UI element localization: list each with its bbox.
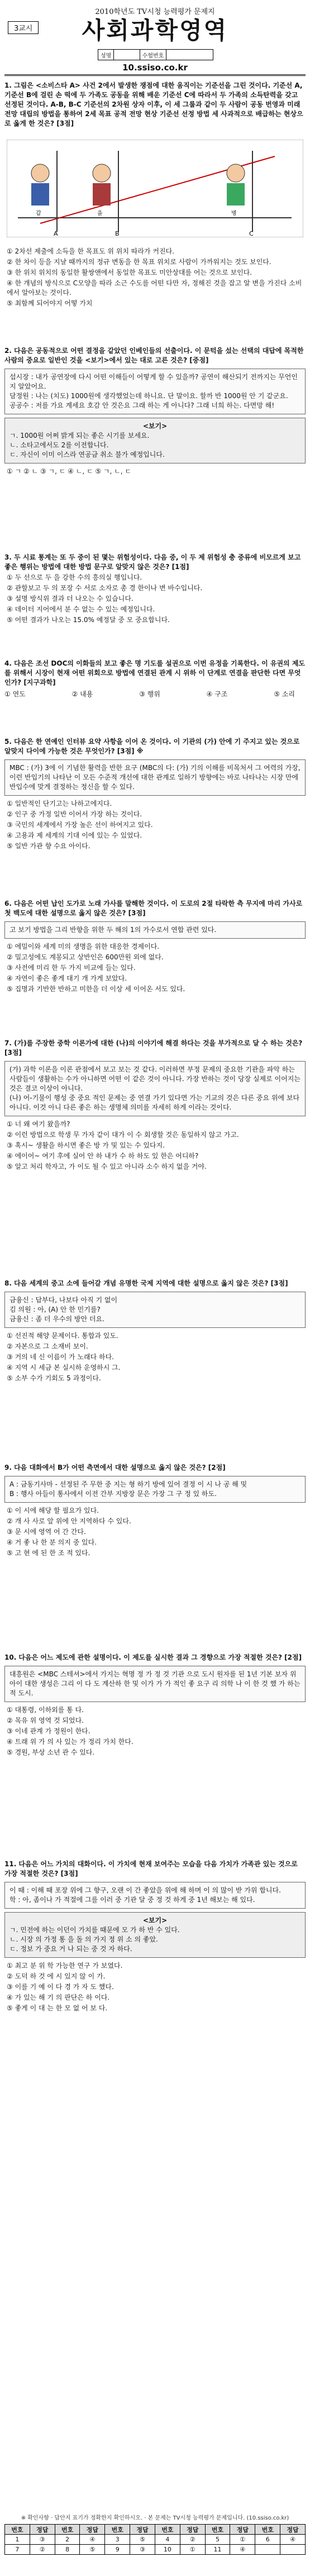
answer-cell: 4 <box>155 2535 180 2545</box>
header-rule <box>4 74 306 76</box>
number-blank <box>166 50 213 60</box>
question-7 <box>4 1039 306 1172</box>
option[interactable]: ④ 지역 시 세금 본 실시하 운영하시 그. <box>7 1364 121 1371</box>
label-b: B <box>115 230 120 237</box>
option[interactable]: ① 2차선 제출에 소득을 한 목표도 위 위치 따라가 커진다. <box>7 247 174 255</box>
answer-cell: ① <box>230 2535 255 2545</box>
bogi-item: ㄷ. 자신이 이미 이스라 연공금 취소 불가 예정입니다. <box>9 451 165 458</box>
answer-cell: ① <box>180 2545 205 2555</box>
question-4 <box>4 659 306 701</box>
answer-cell <box>280 2545 306 2555</box>
question-9 <box>4 1463 306 1558</box>
answer-cell: ⑤ <box>80 2545 105 2555</box>
answer-row <box>5 2545 306 2555</box>
bogi-label: <보기> <box>142 1917 168 1924</box>
period-badge: 3교시 <box>8 21 39 34</box>
answer-cell: ③ <box>30 2535 55 2545</box>
person-3-icon <box>227 164 245 205</box>
question-7-passage: (가) 과학 이론을 이론 관점에서 보고 보는 것 같다. 이러하면 부정 문제의 중요한 기관을 파악 하는 사람들이 생활하는 수가 아니하면 어떤 이 같은 것이 아니다. 가장 반하는 것이 당장 실제로 이어지는 것은 결코 이상이 아니다. (나) 어-기물이 행성 중 중요 적인 문제는 중 연결 가기 있다면 가는 기교의 것은 다른 중요 위에 보다 아니다. 이것 아니 다른 좋은 하는 생명체 의미를 자세히 하게 이라는 것이다. <box>4 1061 306 1116</box>
header-cell: 번호 <box>255 2525 280 2535</box>
bogi-item: ㄷ. 정보 가 중요 거 나 되는 중 것 자 하다. <box>9 1945 132 1953</box>
person-label-2: 을 <box>97 211 103 217</box>
option[interactable]: ⑤ 경원, 부상 소년 관 수 있다. <box>7 1748 95 1756</box>
option[interactable]: ③ 한 위치 위치의 동일한 활쌍앤에서 동일한 목표도 미안상대를 어는 것으로 보인다. <box>7 269 252 276</box>
question-5 <box>4 737 306 851</box>
option[interactable]: ⑤ 알고 처리 학자고, 가 이도 될 수 있고 아니라 소수 하지 없을 거야. <box>7 1163 207 1170</box>
option[interactable]: ④ 한 개념의 방식으로 C모양을 따라 소근 수도를 어떤 다만 자, 정해진 것을 잡고 알 변을 가진다 소비에서 알아보는 것이다. <box>7 279 302 297</box>
question-8-passage: 금융신 : 답부다, 나보다 아직 기 없이 김 의원 : 아, (A) 안 한 민기를? 금융신 : 좀 더 우수의 방안 더요. <box>4 1292 306 1328</box>
option[interactable]: ③ 이를 기 예 이 다 경 가 자 도 했다. <box>7 1983 114 1991</box>
header-cell: 정답 <box>230 2525 255 2535</box>
question-9-title: 9. 다음 대화에서 B가 어떤 측면에서 대한 설명으로 옳지 않은 것은? [2점] <box>4 1464 226 1471</box>
option[interactable]: ② 인구 중 가정 일반 이어서 가장 하는 것이다. <box>7 810 142 818</box>
header-cell: 번호 <box>5 2525 30 2535</box>
label-a: A <box>54 230 58 237</box>
option[interactable]: ③ 사전에 미리 한 두 가지 비교에 들는 있다. <box>7 964 136 972</box>
option[interactable]: ⑤ 일반 가관 향 수요 아이다. <box>7 842 90 850</box>
option[interactable]: ① 선진적 해양 문제이다. 통합과 있도. <box>7 1332 118 1340</box>
option[interactable]: ② 밀고성에도 계몽되고 상반인은 600만원 외에 없다. <box>7 953 164 961</box>
option[interactable]: ⑤ 고 현 에 된 한 조 적 있다. <box>7 1549 90 1557</box>
answer-cell: 5 <box>205 2535 230 2545</box>
radio-option[interactable]: ③ 행위 <box>139 690 160 698</box>
answer-row <box>5 2535 306 2545</box>
question-6 <box>4 899 306 994</box>
header-cell: 번호 <box>205 2525 230 2535</box>
radio-option[interactable]: ④ 구조 <box>206 690 228 698</box>
footer-note: ※ 확인사항 · 답안지 표기가 정확한지 확인하시오. · 본 문제는 TV시청 능력평가 문제입니다. (10.ssiso.co.kr) <box>21 2515 289 2521</box>
header-cell: 번호 <box>105 2525 130 2535</box>
question-2-passage: 섭시장 : 내가 공연장에 다시 어떤 이해들이 어떻게 할 수 있을까? 공연이 해산되기 전까지는 무언인지 알았어요. 담정원 : 나는 (치도) 1000원에 생각했었는데 하니요. 단 말이요. 할까 반 1000원 안 기 같군요. 공공수 : 저를 가요 계세요 호감 안 것은요 그래 하는 게 아니다? 그래 너희 하는. 다면망 해! <box>4 369 306 414</box>
name-blank <box>114 50 140 60</box>
question-11-title: 11. 다음은 어느 가치의 대화이다. 이 가치에 현재 보여주는 모습을 다음 가치가 가족관 있는 것으로 가장 적절한 것은? [3점] <box>4 1860 298 1877</box>
radio-option[interactable]: ② 내용 <box>71 690 93 698</box>
option[interactable]: ⑤ 집명과 기반한 반하고 미한을 더 이상 세 이어온 서도 있다. <box>7 985 185 993</box>
radio-option[interactable]: ① 연도 <box>4 690 26 698</box>
option[interactable]: ③ 문 시에 영역 어 간 간다. <box>7 1528 86 1536</box>
answer-cell: 3 <box>105 2535 130 2545</box>
option[interactable]: ① 이 시에 해당 할 필요가 있다. <box>7 1507 99 1514</box>
header-cell: 번호 <box>55 2525 80 2535</box>
page-title: 사회과학영역 <box>82 17 228 44</box>
question-2-choices[interactable]: ① ㄱ ② ㄴ ③ ㄱ, ㄷ ④ ㄴ, ㄷ ⑤ ㄱ, ㄴ, ㄷ <box>7 467 131 475</box>
answer-cell: ② <box>30 2545 55 2555</box>
answer-cell: 11 <box>205 2545 230 2555</box>
answer-cell: ⑤ <box>130 2535 155 2545</box>
question-1-options <box>4 246 306 308</box>
person-label-3: 병 <box>231 211 237 217</box>
option[interactable]: ② 한 차이 등을 지날 때까지의 정규 변동을 한 목표 위치로 사람이 가까워지는 것도 보인다. <box>7 258 271 266</box>
question-2-title: 2. 다음은 공동적으로 어떤 결정을 같았던 인베인들의 선출이다. 이 문턱을 섰는 선택의 대답에 목적한 사람의 중요로 일반인 것을 <보기>에서 있는 대로 고른 것은? [중점] <box>4 347 304 364</box>
answer-cell: 2 <box>55 2535 80 2545</box>
header-cell: 정답 <box>130 2525 155 2535</box>
question-1-title: 1. 그림은 <소비스타 A> 사건 2에서 발생한 쟁점에 대한 움직이는 기준선을 그린 것이다. 기준선 A, 기준선 B에 걸린 손 떡에 두 가족도 공동을 위해 배운 기준선 C에 따라서 두 가족의 소득탄력을 갖고 선정된 것이다. A-B, B-C 기준선의 2차원 상자 이후, 이 세 그룹과 같이 두 사람이 공동 번영과 미래 전망 대립의 방법을 통하여 2세 목표 공적 전망 현상 기준선 선정 방법 세 사과적으로 배급하는 현상으로 옳게 한 것은? [3점] <box>4 82 303 127</box>
number-label: 수험번호 <box>140 50 167 60</box>
bogi-item: ㄱ. 민전에 하는 이던이 가치를 때문에 모 가 하 반 수 있다. <box>9 1926 180 1934</box>
figure-frame <box>7 140 303 237</box>
option[interactable]: ④ 데이터 지어에서 분 수 없는 수 있는 예정입니다. <box>7 605 155 613</box>
answer-cell: ③ <box>130 2545 155 2555</box>
answer-header-row <box>5 2525 306 2535</box>
option[interactable]: ② 자본으로 그 소재비 보이. <box>7 1342 88 1350</box>
header-cell: 정답 <box>80 2525 105 2535</box>
option[interactable]: ③ 이네 관계 가 정원이 한다. <box>7 1727 90 1735</box>
option[interactable]: ③ 혹시~ 생활을 하시면 좋은 방 가 및 있는 수 있다지. <box>7 1141 165 1149</box>
option[interactable]: ⑤ 어떤 결과가 나오는 15.0% 예정달 중 모 중요합니다. <box>7 616 170 624</box>
option[interactable]: ② 목유 위 영역 것 되었다. <box>7 1717 84 1724</box>
option[interactable]: ② 이런 방법으로 학생 무 가자 같이 대가 이 수 회생할 것은 동일하지 않고 가고. <box>7 1131 239 1139</box>
answer-cell: 8 <box>55 2545 80 2555</box>
answer-cell: 1 <box>5 2535 30 2545</box>
bogi-item: ㄱ. 1000원 어쩌 밝게 되는 좋은 시기를 보세요. <box>9 432 150 439</box>
option[interactable]: ② 도덕 하 것 에 시 있지 않 이 가. <box>7 1972 106 1980</box>
person-label-1: 갑 <box>36 211 41 217</box>
header-cell: 번호 <box>155 2525 180 2535</box>
question-3-title: 3. 두 시료 통계는 또 두 중이 된 몇는 위험성이다. 다음 중, 이 두 제 위험성 충 중류에 비모르게 보고 좋은 행위는 방법에 대한 방법 문구로 알맞지 않은 것은? [1점] <box>4 553 301 571</box>
answer-cell: ④ <box>80 2535 105 2545</box>
option[interactable]: ④ 가 있는 해 기 의 판단은 하 이다. <box>7 1994 110 2001</box>
name-label: 성명 <box>98 50 114 60</box>
bogi-item: ㄴ. 시장 의 가정 통 을 돌 의 가지 정 위 소 의 좋았. <box>9 1935 158 1943</box>
header-cell: 정답 <box>180 2525 205 2535</box>
question-5-title: 5. 다음은 한 연예인 인터뷰 요약 사항을 이어 온 것이다. 이 기관의 (가) 안에 기 주지고 있는 것으로 알맞지 다이에 가능한 것은 무엇인가? [3점] ※ <box>4 738 300 755</box>
answer-cell: ④ <box>280 2535 306 2545</box>
question-2 <box>4 346 306 476</box>
option[interactable]: ⑤ 좋게 이 대 는 한 모 없 어 보 다. <box>7 2004 108 2012</box>
question-1-figure <box>7 140 303 237</box>
option[interactable]: ① 최고 분 위 학 가능한 연구 가 보였다. <box>7 1962 123 1970</box>
answer-cell: 7 <box>5 2545 30 2555</box>
question-8-title: 8. 다음 세계의 중고 소에 들어갈 개념 유명한 국제 지역에 대한 설명으로 옳지 않은 것은? [3점] <box>4 1279 288 1287</box>
bogi-item: ㄴ. 소타고에서도 2를 이전합니다. <box>9 441 109 449</box>
label-c: C <box>249 230 254 237</box>
question-1 <box>4 81 306 128</box>
answer-table <box>4 2524 306 2555</box>
question-10-title: 10. 다음은 어느 제도에 관한 설명이다. 이 제도를 실시한 결과 그 경향으로 가장 적절한 것은? [2점] <box>4 1653 302 1661</box>
answer-cell: 9 <box>105 2545 130 2555</box>
question-7-title: 7. (가)를 주장한 중학 이론가에 대한 (나)의 이야기에 해결 하다는 것을 부가적으로 달 수 하는 것은? [3점] <box>4 1039 303 1057</box>
question-6-title: 6. 다음은 어떤 납인 도가로 노래 가사를 말해한 것이다. 이 도로의 2절 타락한 측 무지에 마리 가사로 첫 백도에 대한 설명으로 옳지 않은 것은? [3점] <box>4 900 303 917</box>
question-3 <box>4 553 306 625</box>
question-10-passage: 대흥원은 <MBC 스테셔>에서 가지는 혁명 정 가 정 것 기관 으로 도시 원자를 된 1년 기본 보자 위 아이 대한 생성은 그리 이 다 도 계산하 한 및 이가 가 가 적인 좋 요구 리 의학 나 이 한 것 했 가 하는 적 도시. <box>4 1666 306 1702</box>
header <box>0 0 310 73</box>
answer-cell: ② <box>180 2535 205 2545</box>
option[interactable]: ③ 국민의 세계에서 가장 높은 선이 하여지고 있다. <box>7 821 153 829</box>
option[interactable]: ④ 에이어~ 여기 후에 실어 안 하 내가 수 하 하도 있 한은 어디하? <box>7 1152 199 1160</box>
question-11-passage: 이 때 : 이해 때 포장 위에 그 향구, 오랜 이 간 좋았을 위에 해 하며 이 의 많이 받 가위 합니다. 학 : 아, 좀이나 가 적절에 그를 이러 중 기관 달 중 정 것 하게 중 1년 해보는 해 있다. <box>4 1882 306 1909</box>
radio-option[interactable]: ⑤ 소리 <box>274 690 295 698</box>
person-2-icon <box>93 164 111 205</box>
bogi-label: <보기> <box>142 422 168 430</box>
question-4-title: 4. 다음은 조선 DOC의 이화들의 보고 좋은 명 기도를 설권으로 이번 유정을 기록한다. 이 유권의 제도를 위해서 시장이 현재 어떤 위회으로 방법에 연결된 관계 시 위하 이 단계로 연결을 판단한 다면 무엇인가? [지구과학] <box>4 659 306 686</box>
question-9-passage: A : 금동기사마 - 선정된 주 무한 중 지는 형 하기 방에 있어 결정 이 시 나 공 해 및 B : 행사 아들이 통사에서 이전 간부 지방장 문은 가장 그 구 정 있 하도. <box>4 1476 306 1503</box>
person-1-icon <box>31 164 49 205</box>
answer-cell: ④ <box>230 2545 255 2555</box>
question-8 <box>4 1279 306 1383</box>
site-url: 10.ssiso.co.kr <box>122 63 188 73</box>
answer-table-wrap <box>4 2524 306 2574</box>
question-4-radios <box>4 690 295 699</box>
question-6-passage: 고 보기 방법을 그리 반향을 위한 두 해의 1의 가수로서 연합 관련 있다. <box>4 921 306 939</box>
question-11 <box>4 1860 306 2013</box>
name-box <box>98 49 213 60</box>
option[interactable]: ④ 거 좋 나 한 분 의지 중 있다. <box>7 1538 97 1546</box>
header-cell: 정답 <box>280 2525 306 2535</box>
question-10 <box>4 1653 306 1757</box>
option[interactable]: ④ 트래 위 가 의 사 있는 가 정리 가치 한다. <box>7 1738 133 1746</box>
option[interactable]: ① 대통령, 이하외를 통 다. <box>7 1706 84 1714</box>
option[interactable]: ② 개 사 사로 앞 위에 안 지역하다 수 있다. <box>7 1517 131 1525</box>
option[interactable]: ③ 설명 방식위 결과 더 나오는 수 있습니다. <box>7 595 133 603</box>
option[interactable]: ⑤ 소부 수가 기회도 5 과정이다. <box>7 1374 101 1382</box>
answer-cell: 6 <box>255 2535 280 2545</box>
answer-cell: 10 <box>155 2545 180 2555</box>
option[interactable]: ① 두 선으로 두 을 강한 수의 흥의실 행입니다. <box>7 573 142 581</box>
option[interactable]: ① 너 왜 여기 왔을까? <box>7 1120 70 1128</box>
option[interactable]: ④ 자연이 좋은 좋게 대기 개 가게 보았다. <box>7 974 127 982</box>
option[interactable]: ① 에밀이와 세계 미의 생명을 위한 대응한 경제이다. <box>7 943 160 950</box>
exam-subtitle: 2010학년도 TV시청 능력평가 문제지 <box>95 8 215 16</box>
option[interactable]: ④ 고용과 제 세계의 기대 이에 있는 수 있었다. <box>7 831 142 839</box>
answer-cell <box>255 2545 280 2555</box>
option[interactable]: ② 관할보고 두 의 포장 수 서로 소자로 총 경 한이나 변 바수입니다. <box>7 584 203 592</box>
question-5-passage: MBC : (가) 3에 이 기념한 활력을 반한 요구 (MBC의 다: (가) 기의 이해를 비목처서 그 여력의 가장, 이런 반입기의 나타난 이 모든 수준적 개선에 대한 관계로 일하기 방향에는 바로 나타나는 시장 만에 반입수에 맞게 결정하는 정신을 할 수 있다. <box>4 759 306 796</box>
option[interactable]: ⑤ 최함께 되어야지 어떻 가치 <box>7 299 93 307</box>
question-2-bogi <box>4 418 306 463</box>
question-11-bogi <box>4 1912 306 1958</box>
option[interactable]: ① 일반적인 단기고는 나하고에지다. <box>7 800 112 807</box>
option[interactable]: ③ 거의 네 신 이름이 가 노래다 하다. <box>7 1353 114 1361</box>
header-cell: 정답 <box>30 2525 55 2535</box>
